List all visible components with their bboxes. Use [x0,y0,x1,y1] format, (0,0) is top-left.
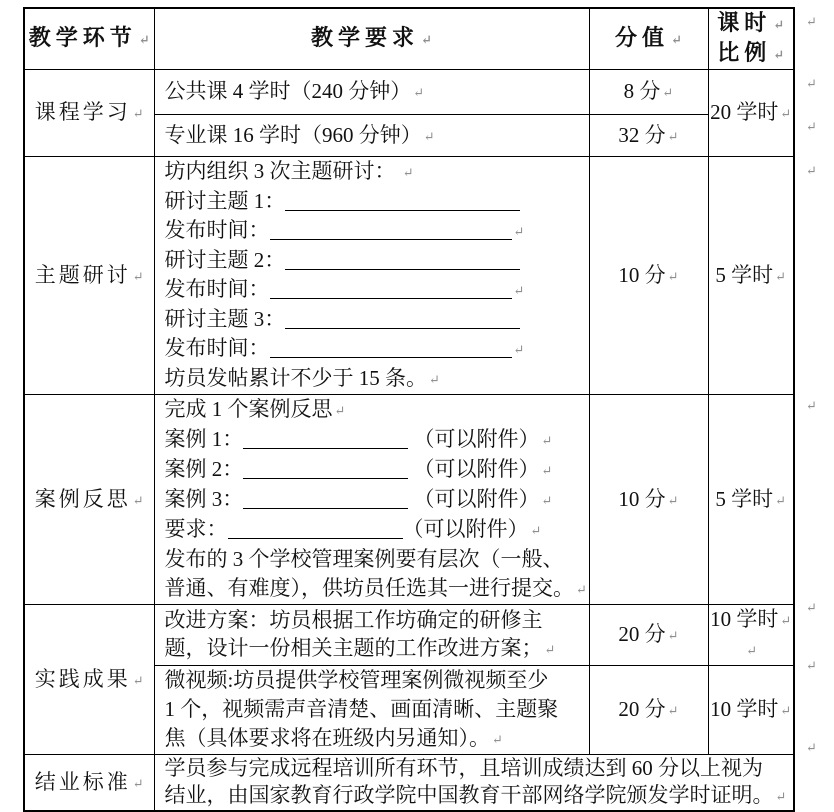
paragraph-mark-icon: ↵ [662,85,674,100]
fill-in-blank[interactable] [243,444,408,449]
text-line: 案例 3： （可以附件） ↵ [165,485,585,515]
header-teaching-phase [24,8,154,70]
text-line: 发布时间： ↵ [165,334,585,364]
paragraph-mark-icon: ↵ [138,32,150,47]
text-line: 要求： （可以附件） ↵ [165,515,585,545]
cell-improvement-plan-hours [708,605,794,666]
paragraph-mark-icon: ↵ [402,165,414,180]
paragraph-mark-icon: ↵ [773,47,785,62]
cell-case-reflection-score [589,395,708,605]
cell-improvement-plan-requirement [154,605,589,666]
paragraph-mark-icon: ↵ [132,672,144,688]
fill-in-blank[interactable] [285,206,520,211]
text-line: 专业课 16 学时（960 分钟） ↵ [165,121,585,151]
cell-micro-video-score [589,666,708,755]
text-line: 焦（具体要求将在班级内另通知）。 ↵ [165,724,585,754]
cell-public-course-score [589,70,708,115]
text-line: 10 学时 ↵ [709,605,794,635]
text-line: 研讨主题 3： [165,305,585,334]
text-line: 5 学时 ↵ [709,261,794,291]
cell-seminar-label [24,157,154,395]
paragraph-mark-icon: ↵ [513,224,525,239]
paragraph-mark-icon: ↵ [429,372,440,387]
text-line: 坊员发帖累计不少于 15 条。 ↵ [165,364,585,394]
paragraph-mark-icon: ↵ [541,433,553,448]
paragraph-mark-icon: ↵ [667,492,679,508]
text-line: 坊内组织 3 次主题研讨： ↵ [165,157,585,187]
header-teaching-requirements [154,8,589,70]
paragraph-mark-icon: ↵ [667,628,679,643]
cell-micro-video-hours [708,666,794,755]
fill-in-blank[interactable] [285,265,520,270]
text-line: 发布时间： ↵ [165,275,585,305]
row-end-mark-icon: ↵ [806,76,817,91]
paragraph-mark-icon: ↵ [530,523,542,538]
cell-course-study-label [24,70,154,157]
paragraph-mark-icon: ↵ [775,268,787,284]
table-row [24,395,794,605]
text-line: 公共课 4 学时（240 分钟） ↵ [165,77,585,107]
table-row [24,157,794,395]
paragraph-mark-icon: ↵ [513,342,525,357]
cell-case-reflection-requirement [154,395,589,605]
paragraph-mark-icon: ↵ [132,106,144,121]
text-line: 题，设计一份相关主题的工作改进方案； ↵ [165,634,585,664]
text-line: 普通、有难度），供坊员任选其一进行提交。 ↵ [165,574,585,604]
fill-in-blank[interactable] [270,294,512,299]
paragraph-mark-icon: ↵ [132,268,144,284]
row-end-mark-icon: ↵ [806,398,817,413]
cell-micro-video-requirement [154,666,589,755]
paragraph-mark-icon: ↵ [780,703,792,718]
row-end-mark-icon: ↵ [806,163,817,178]
cell-completion-standard-label [24,755,154,812]
fill-in-blank[interactable] [270,353,512,358]
table-row [24,755,794,812]
paragraph-mark-icon: ↵ [423,128,435,144]
header-row [24,8,794,70]
table-row [24,605,794,666]
text-line: 5 学时 ↵ [709,485,794,515]
row-end-mark-icon: ↵ [806,119,817,134]
paragraph-mark-icon: ↵ [421,32,432,47]
text-line: 10 分 ↵ [590,261,708,291]
paragraph-mark-icon: ↵ [132,492,144,508]
text-line: 案例 2： （可以附件） ↵ [165,455,585,485]
cell-case-reflection-label [24,395,154,605]
cell-seminar-hours [708,157,794,395]
text-line: 案例反思 ↵ [25,485,154,515]
paragraph-mark-icon: ↵ [492,732,503,747]
text-line: 发布的 3 个学校管理案例要有层次（一般、 [164,547,564,571]
text-line: 发布时间： ↵ [165,216,585,246]
cell-practice-results-label [24,605,154,755]
paragraph-mark-icon: ↵ [746,643,758,658]
text-line: 研讨主题 2： [165,246,585,275]
paragraph-mark-icon: ↵ [671,32,682,47]
cell-course-study-hours [708,70,794,157]
fill-in-blank[interactable] [228,534,403,539]
text-line: 主题研讨 ↵ [25,261,154,291]
text-line: 完成 1 个案例反思 ↵ [165,395,585,425]
cell-seminar-score [589,157,708,395]
paragraph-mark-icon: ↵ [413,85,425,100]
paragraph-mark-icon: ↵ [773,17,785,32]
row-end-mark-icon: ↵ [806,600,817,615]
text-line: 教学要求 ↵ [155,24,589,54]
cell-major-course-score [589,115,708,157]
text-line: 8 分 ↵ [590,77,708,107]
text-line [709,635,794,665]
paragraph-mark-icon: ↵ [132,775,144,791]
text-line: 分值 ↵ [590,24,708,54]
cell-completion-standard-text [154,755,794,812]
row-end-mark-icon: ↵ [806,14,817,29]
paragraph-mark-icon: ↵ [541,463,553,478]
text-line: 10 学时 ↵ [709,695,794,725]
cell-seminar-requirement [154,157,589,395]
paragraph-mark-icon: ↵ [667,128,679,144]
fill-in-blank[interactable] [243,474,408,479]
text-line: 结业，由国家教育行政学院中国教育干部网络学院颁发学时证明。 ↵ [165,782,790,810]
paragraph-mark-icon: ↵ [780,613,792,628]
text-line: 10 分 ↵ [590,485,708,515]
cell-improvement-plan-score [589,605,708,666]
paragraph-mark-icon: ↵ [667,703,679,718]
paragraph-mark-icon: ↵ [775,492,787,508]
table-row [24,70,794,115]
text-line: 研讨主题 1： [165,187,585,216]
fill-in-blank[interactable] [243,504,408,509]
text-line: 微视频:坊员提供学校管理案例微视频至少 [164,668,549,692]
text-line: 课程学习 ↵ [25,98,154,128]
paragraph-mark-icon: ↵ [544,642,556,657]
text-line: 20 分 ↵ [590,620,708,650]
fill-in-blank[interactable] [285,324,520,329]
text-line: 1 个，视频需声音清楚、画面清晰、主题聚 [164,697,559,721]
text-line: 比例 ↵ [709,39,794,69]
text-line: 学员参与完成远程培训所有环节，且培训成绩达到 60 分以上视为 [164,756,763,780]
cell-major-course-requirement [154,115,589,157]
paragraph-mark-icon: ↵ [541,493,553,508]
text-line: 结业标准 ↵ [25,768,154,798]
text-line: 20 分 ↵ [590,695,708,725]
text-line: 课时 ↵ [709,9,794,39]
text-line: 20 学时 ↵ [709,98,794,128]
paragraph-mark-icon: ↵ [513,283,525,298]
text-line: 教学环节 ↵ [25,24,154,54]
document-table [23,7,795,812]
paragraph-mark-icon: ↵ [667,268,679,284]
text-line: 实践成果 ↵ [25,665,154,695]
paragraph-mark-icon: ↵ [576,582,587,597]
text-line: 改进方案：坊员根据工作坊确定的研修主 [164,608,543,632]
fill-in-blank[interactable] [270,235,512,240]
paragraph-mark-icon: ↵ [334,403,346,418]
cell-public-course-requirement [154,70,589,115]
header-hours-ratio [708,8,794,70]
cell-case-reflection-hours [708,395,794,605]
paragraph-mark-icon: ↵ [775,789,787,804]
row-end-mark-icon: ↵ [806,658,817,673]
row-end-mark-icon: ↵ [806,740,817,755]
text-line: 案例 1： （可以附件） ↵ [165,425,585,455]
header-score [589,8,708,70]
paragraph-mark-icon: ↵ [780,106,792,121]
text-line: 32 分 ↵ [590,121,708,151]
